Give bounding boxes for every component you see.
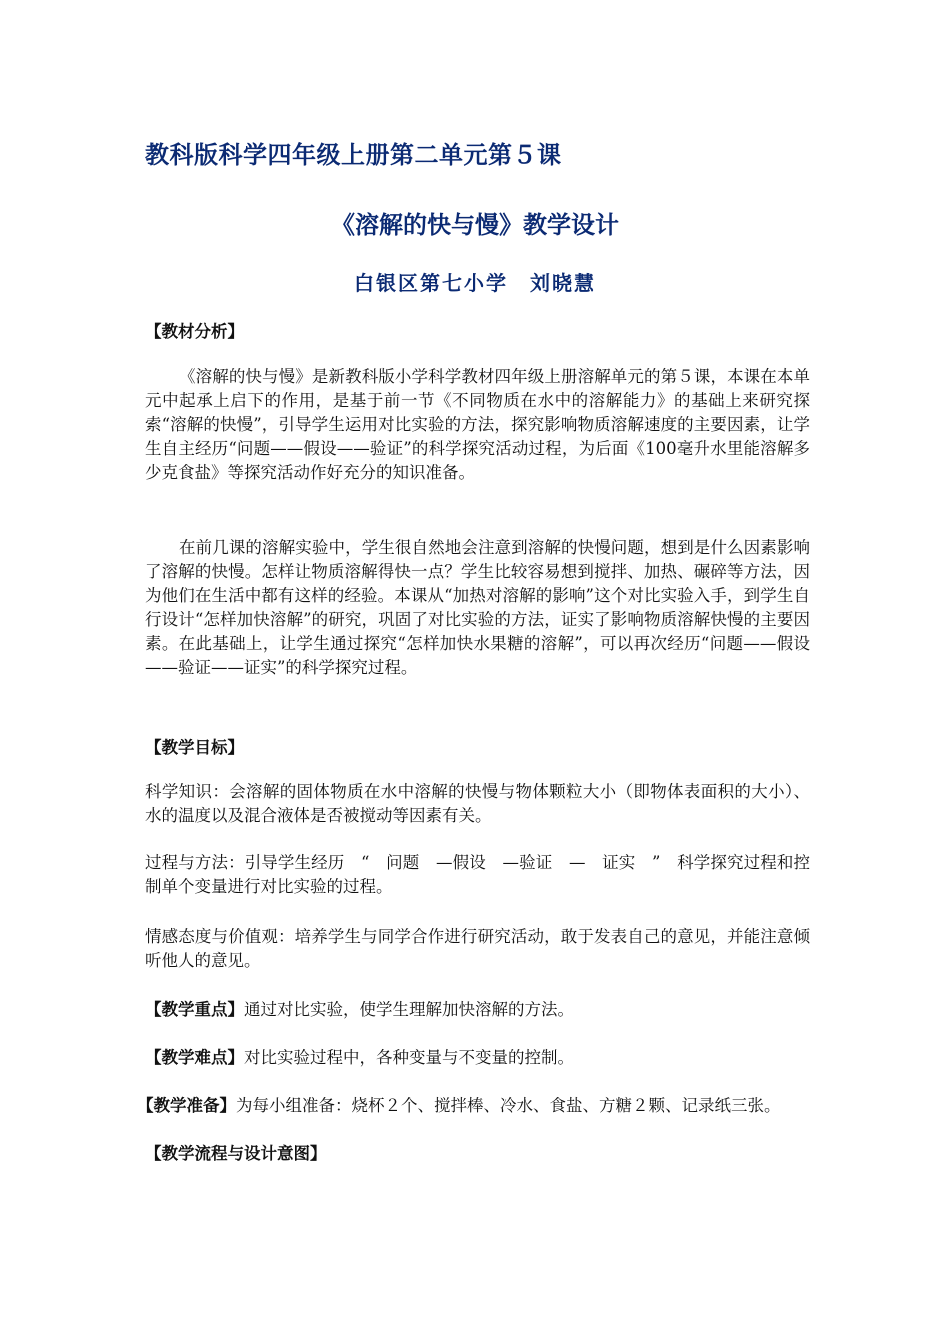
material-analysis-paragraph-1: 《溶解的快与慢》是新教科版小学科学教材四年级上册溶解单元的第５课，本课在本单元中起承上启下的作用，是基于前一节《不同物质在水中的溶解能力》的基础上来研究探索“溶解的快慢”，引导学生运用对比实验的方法，探究影响物质溶解速度的主要因素，让学生自主经历“问题——假设——验证”的科学探究活动过程，为后面《100毫升水里能溶解多少克食盐》等探究活动作好充分的知识准备。 xyxy=(145,367,810,482)
goal-knowledge: 科学知识：会溶解的固体物质在水中溶解的快慢与物体颗粒大小（即物体表面积的大小）、水的温度以及混合液体是否被搅动等因素有关。 xyxy=(145,782,810,825)
document-title: 教科版科学四年级上册第二单元第５课 xyxy=(145,140,562,169)
author-line: 白银区第七小学 刘晓慧 xyxy=(354,271,596,295)
difficulty-heading: 【教学难点】 xyxy=(145,1048,244,1067)
preparation-heading: 【教学准备】 xyxy=(137,1096,236,1115)
key-point-text: 通过对比实验，使学生理解加快溶解的方法。 xyxy=(244,1000,574,1019)
key-point-heading: 【教学重点】 xyxy=(145,1000,244,1019)
material-analysis-heading: 【教材分析】 xyxy=(145,322,244,341)
preparation-line xyxy=(137,1092,781,1116)
preparation-text: 为每小组准备：烧杯２个、搅拌棒、冷水、食盐、方糖２颗、记录纸三张。 xyxy=(236,1096,781,1115)
goal-emotion-values: 情感态度与价值观：培养学生与同学合作进行研究活动，敢于发表自己的意见，并能注意倾听他人的意见。 xyxy=(145,927,810,970)
difficulty-line xyxy=(145,1044,574,1068)
teaching-goals-heading: 【教学目标】 xyxy=(145,738,244,757)
material-analysis-paragraph-2: 在前几课的溶解实验中，学生很自然地会注意到溶解的快慢问题，想到是什么因素影响了溶解的快慢。怎样让物质溶解得快一点？学生比较容易想到搅拌、加热、碾碎等方法，因为他们在生活中都有这样的经验。本课从“加热对溶解的影响”这个对比实验入手，到学生自行设计“怎样加快溶解”的研究，巩固了对比实验的方法，证实了影响物质溶解快慢的主要因素。在此基础上，让学生通过探究“怎样加快水果糖的溶解”，可以再次经历“问题——假设——验证——证实”的科学探究过程。 xyxy=(145,538,810,677)
lesson-title: 《溶解的快与慢》教学设计 xyxy=(331,210,619,239)
difficulty-text: 对比实验过程中，各种变量与不变量的控制。 xyxy=(244,1048,574,1067)
flow-design-heading: 【教学流程与设计意图】 xyxy=(145,1144,327,1163)
goal-process-method: 过程与方法：引导学生经历 “ 问题 —假设 —验证 — 证实 ” 科学探究过程和控制单个变量进行对比实验的过程。 xyxy=(145,853,810,896)
key-point-line xyxy=(145,996,574,1020)
